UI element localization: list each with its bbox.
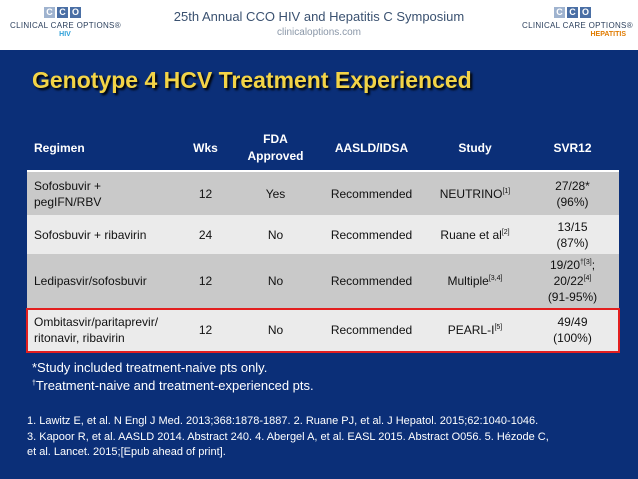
logo-subtext: HIV [59,31,71,38]
svr12-text: 49/49 [557,314,588,329]
svr12-cell [526,171,619,215]
study-cell [424,308,526,351]
column-header: FDA Approved [232,126,319,171]
fda-cell: No [232,215,319,254]
logo-text: CLINICAL CARE OPTIONS® [10,21,121,30]
svr12-ref: †[3] [580,259,592,266]
weeks-cell: 12 [179,308,232,351]
reference-line: et al. Lancet. 2015;[Epub ahead of print]. [27,446,226,458]
svr12-text: (87%) [556,235,589,250]
svr12-text: 13/15 [557,219,588,234]
study-ref: [2] [501,228,510,236]
regimen-text: Sofosbuvir + [34,178,102,193]
aasld-cell: Recommended [319,215,424,254]
table-row [27,308,619,351]
regimen-text: pegIFN/RBV [34,194,102,209]
logo-subtext: HEPATITIS [590,31,626,38]
column-header: SVR12 [526,126,619,171]
slide-body [0,50,638,479]
dagger-mark: † [32,380,36,387]
weeks-cell: 12 [179,254,232,308]
fda-cell: No [232,254,319,308]
logo-square: C [554,7,565,18]
aasld-cell: Recommended [319,308,424,351]
treatment-table [27,126,619,351]
svr12-text: (91-95%) [547,290,598,304]
svr12-text: 27/28* [555,178,590,193]
regimen-cell [27,308,179,351]
column-header: Study [424,126,526,171]
column-header: Wks [179,126,232,171]
cco-hepatitis-logo [522,7,632,45]
study-text: Ruane et al [440,227,502,242]
aasld-cell: Recommended [319,254,424,308]
regimen-cell: Ledipasvir/sofosbuvir [27,254,179,308]
svr12-text: ; [591,258,596,272]
table-row [27,215,619,254]
footnote-star: *Study included treatment-naive pts only. [32,360,268,375]
regimen-cell: Sofosbuvir + ribavirin [27,215,179,254]
regimen-text: ritonavir, ribavirin [34,330,125,345]
svr12-cell [526,308,619,351]
study-text: PEARL-I [447,322,495,337]
study-cell [424,215,526,254]
study-cell [424,171,526,215]
logo-text: CLINICAL CARE OPTIONS® [522,21,633,30]
column-header: Regimen [27,126,179,171]
study-cell [424,254,526,308]
study-ref: [3,4] [488,275,503,282]
study-text: NEUTRINO [439,186,503,201]
footnotes [32,359,314,395]
footnote-dagger-text: Treatment-naive and treatment-experienced pts. [35,378,314,393]
svr12-cell [526,215,619,254]
logo-mark [554,7,591,18]
symposium-title: 25th Annual CCO HIV and Hepatitis C Symposium [173,9,465,24]
logo-square: O [71,7,79,17]
references [27,414,627,461]
study-ref: [1] [502,187,511,195]
weeks-cell: 12 [179,171,232,215]
svr12-text: 20/22 [553,274,584,288]
svr12-text: (96%) [556,194,589,209]
logo-square: C [57,7,68,18]
fda-cell: Yes [232,171,319,215]
study-text: Multiple [447,274,489,288]
svr12-text: 19/20 [549,258,580,272]
reference-line: 3. Kapoor R, et al. AASLD 2014. Abstract 240. 4. Abergel A, et al. EASL 2015. Abstract O056. 5. Hézode C, [27,430,549,443]
svr12-ref: [4] [583,275,592,282]
reference-line: 1. Lawitz E, et al. N Engl J Med. 2013;368:1878-1887. 2. Ruane PJ, et al. J Hepatol. 2015;62:1040-1046. [27,415,539,427]
regimen-cell [27,171,179,215]
footnote-dagger [32,377,314,395]
table-header-row [27,126,619,171]
weeks-cell: 24 [179,215,232,254]
site-url: clinicaloptions.com [277,27,361,38]
regimen-text: Ombitasvir/paritaprevir/ [34,314,159,329]
logo-square: C [44,7,55,18]
table-row [27,171,619,215]
aasld-cell: Recommended [319,171,424,215]
header [0,0,638,50]
svr12-cell [526,254,619,308]
logo-square: O [581,7,589,17]
logo-square: C [567,7,578,18]
table-row [27,254,619,308]
study-ref: [5] [494,323,503,331]
fda-cell: No [232,308,319,351]
svr12-text: (100%) [553,330,592,345]
column-header: AASLD/IDSA [319,126,424,171]
slide-title: Genotype 4 HCV Treatment Experienced [32,67,472,93]
